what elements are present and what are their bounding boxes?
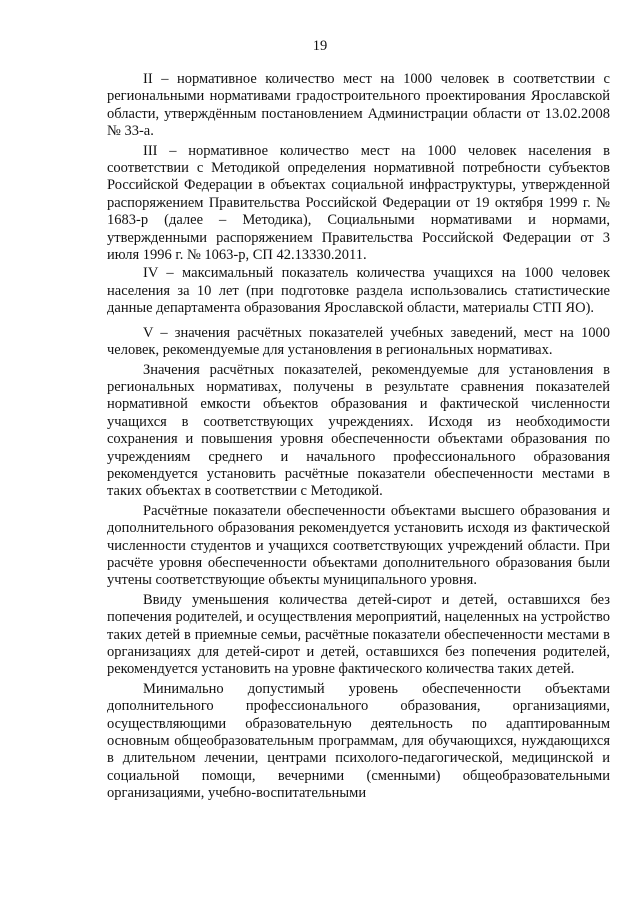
body-text [107,71,610,803]
paragraph-norm-ii: II – нормативное количество мест на 1000 человек в соответствии с региональными нормативами градостроительного проектирования Ярославской области, утверждённым постановлением Администрации области от 13.02.2008 № 33-а. [107,71,610,140]
paragraph-recommended-values: Значения расчётных показателей, рекомендуемые для установления в региональных нормативах, получены в результате сравнения показателей нормативной емкости объектов образования и фактической численности учащихся в соответствующих учреждениях. Исходя из необходимости сохранения и повышения уровня обеспеченности объектами образования по учреждениям среднего и начального профессионального образования рекомендуется установить расчётные показатели обеспеченности местами в таких объектах в соответствии с Методикой. [107,361,610,500]
page-number: 19 [312,38,328,54]
paragraph-higher-education: Расчётные показатели обеспеченности объектами высшего образования и дополнительного образования рекомендуется установить исходя из фактической численности студентов и учащихся соответствующих учреждений области. При расчёте уровня обеспеченности объектами дополнительного образования были учтены соответствующие объекты муниципального уровня. [107,502,610,589]
paragraph-norm-iii: III – нормативное количество мест на 1000 человек населения в соответствии с Методикой определения нормативной потребности субъектов Российской Федерации в объектах социальной инфраструктуры, утвержденной распоряжением Правительства Российской Федерации от 19 октября 1999 г. № 1683-р (далее – Методика), Социальными нормативами и нормами, утвержденными распоряжением Правительства Российской Федерации от 3 июля 1996 г. № 1063-р, СП 42.13330.2011. [107,142,610,264]
paragraph-norm-iv: IV – максимальный показатель количества учащихся на 1000 человек населения за 10 лет (при подготовке раздела использовались статистические данные департамента образования Ярославской области, материалы СТП ЯО). [107,265,610,317]
paragraph-orphans: Ввиду уменьшения количества детей-сирот и детей, оставшихся без попечения родителей, и осуществления мероприятий, нацеленных на устройство таких детей в приемные семьи, расчётные показатели обеспеченности местами в организациях для детей-сирот и детей, оставшихся без попечения родителей, рекомендуется установить на уровне фактического количества таких детей. [107,591,610,678]
paragraph-minimum-level: Минимально допустимый уровень обеспеченности объектами дополнительного профессионального образования, организациями, осуществляющими образовательную деятельность по адаптированным основным общеобразовательным программам, для обучающихся, нуждающихся в длительном лечении, центрами психолого-педагогической, медицинской и социальной помощи, вечерними (сменными) общеобразовательными организациями, учебно-воспитательными [107,680,610,802]
paragraph-norm-v: V – значения расчётных показателей учебных заведений, мест на 1000 человек, рекомендуемые для установления в региональных нормативах. [107,324,610,359]
